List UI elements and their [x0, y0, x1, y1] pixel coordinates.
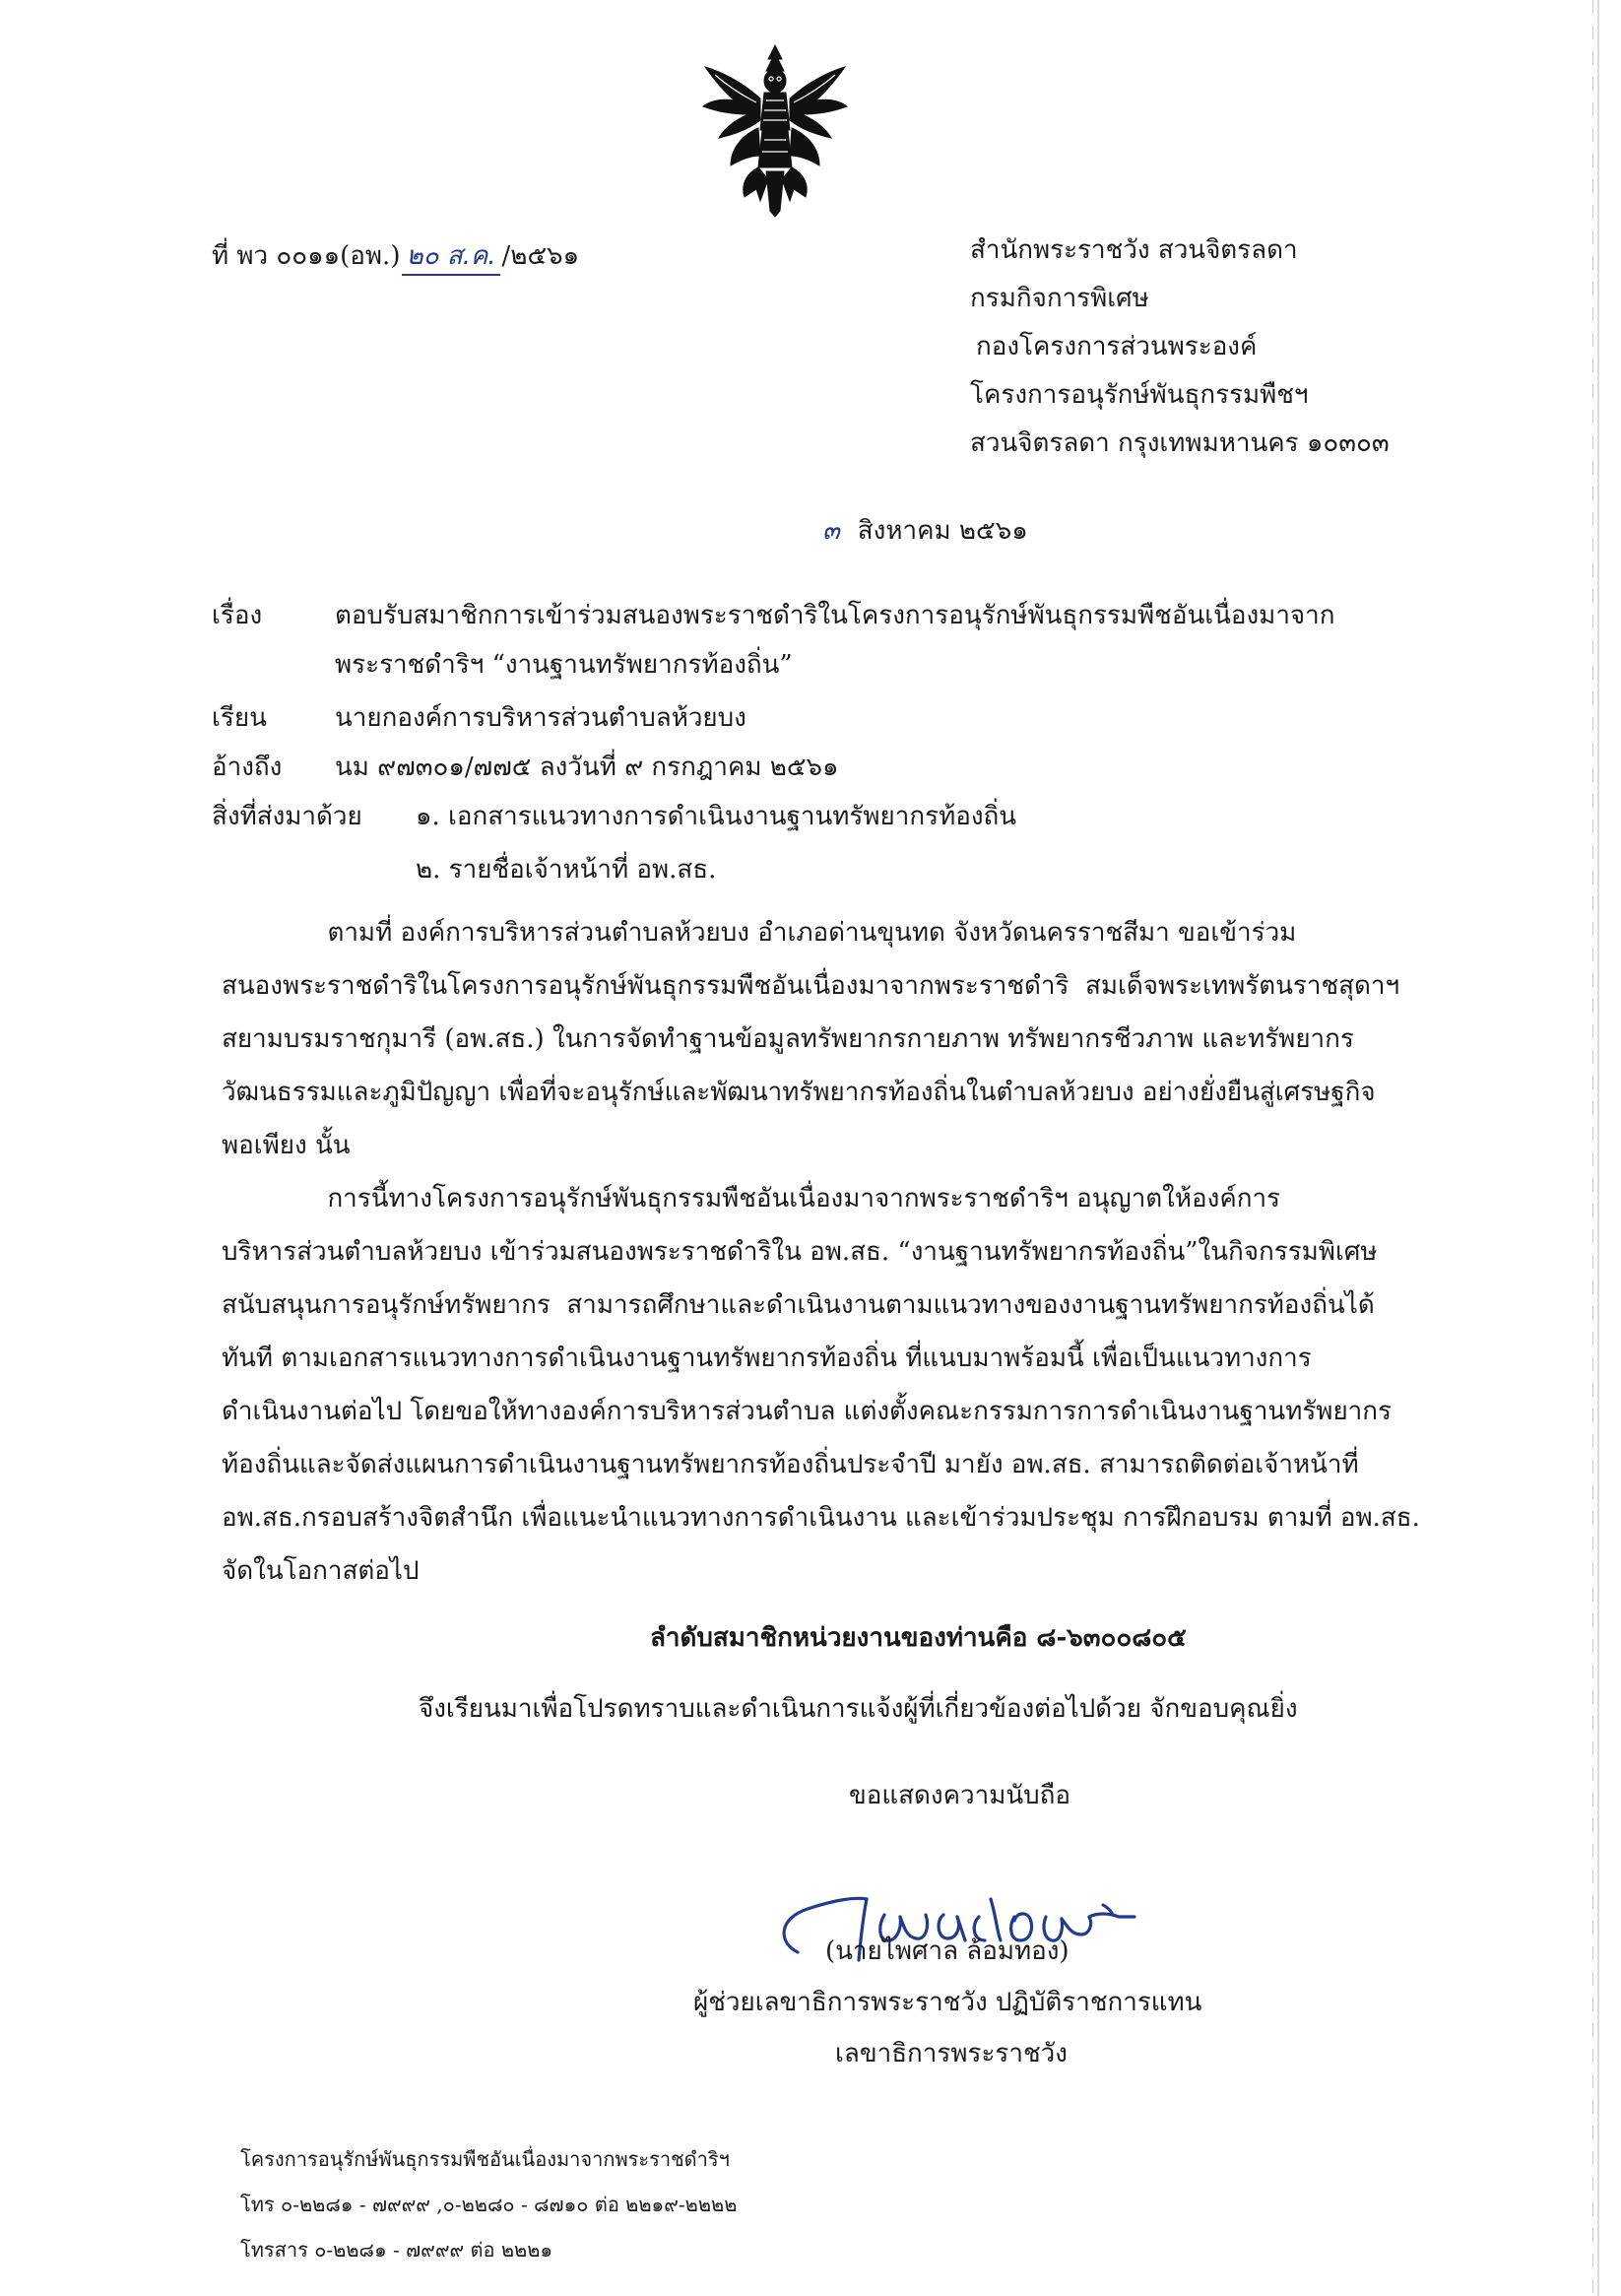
salutation: ขอแสดงความนับถือ: [849, 1781, 1070, 1810]
subject-line-1: ตอบรับสมาชิกการเข้าร่วมสนองพระราชดำริในโครงการอนุรักษ์พันธุกรรมพืชอันเนื่องมาจาก: [335, 601, 1335, 630]
sender-address: [970, 227, 1390, 468]
closing-request: จึงเรียนมาเพื่อโปรดทราบและดำเนินการแจ้งผู้ที่เกี่ยวข้องต่อไปด้วย จักขอบคุณยิ่ง: [419, 1694, 1298, 1724]
page-edge-line: [1597, 0, 1599, 2296]
paragraph-line: ทันที ตามเอกสารแนวทางการดำเนินงานฐานทรัพยากรท้องถิ่น ที่แนบมาพร้อมนี้ เพื่อเป็นแนวทางการ: [222, 1344, 1312, 1373]
address-line: โครงการอนุรักษ์พันธุกรรมพืชฯ: [970, 380, 1309, 410]
reference-prefix: ที่ พว ๐๐๑๑(อพ.): [212, 241, 401, 271]
enclosure-item: ๑. เอกสารแนวทางการดำเนินงานฐานทรัพยากรท้องถิ่น: [416, 802, 1017, 831]
paragraph-line: อพ.สธ.กรอบสร้างจิตสำนึก เพื่อแนะนำแนวทางการดำเนินงาน และเข้าร่วมประชุม การฝึกอบรม ตามที่ อพ.สธ.: [222, 1503, 1420, 1533]
garuda-emblem-icon: [701, 41, 849, 219]
paragraph-line: พอเพียง นั้น: [222, 1131, 351, 1160]
paragraph-line: สนับสนุนการอนุรักษ์ทรัพยากร สามารถศึกษาและดำเนินงานตามแนวทางของงานฐานทรัพยากรท้องถิ่นได้: [222, 1290, 1375, 1320]
paragraph-line: ตามที่ องค์การบริหารส่วนตำบลห้วยบง อำเภอด่านขุนทด จังหวัดนครราชสีมา ขอเข้าร่วม: [222, 918, 1297, 948]
address-line: กรมกิจการพิเศษ: [970, 284, 1149, 313]
paragraph-line: บริหารส่วนตำบลห้วยบง เข้าร่วมสนองพระราชดำริใน อพ.สธ. “งานฐานทรัพยากรท้องถิ่น”ในกิจกรรมพิเศษ: [222, 1237, 1378, 1267]
footer-org: โครงการอนุรักษ์พันธุกรรมพืชอันเนื่องมาจากพระราชดำริฯ: [240, 2147, 730, 2171]
body-paragraph-2: [222, 1172, 1462, 1598]
paragraph-line: ดำเนินงานต่อไป โดยขอให้ทางองค์การบริหารส่วนตำบล แต่งตั้งคณะกรรมการการดำเนินงานฐานทรัพยากร: [222, 1397, 1392, 1426]
paragraph-line: ท้องถิ่นและจัดส่งแผนการดำเนินงานฐานทรัพยากรท้องถิ่นประจำปี มายัง อพ.สธ. สามารถติดต่อเจ้าหน้าที่: [222, 1450, 1359, 1479]
enclosures-label: สิ่งที่ส่งมาด้วย: [212, 802, 362, 831]
reference-suffix: /๒๕๖๑: [501, 241, 580, 271]
reference-number: [212, 238, 579, 276]
address-line: กองโครงการส่วนพระองค์: [976, 332, 1258, 361]
signer-name: (นายไพศาล ล้อมทอง): [825, 1936, 1070, 1966]
to-value: นายกองค์การบริหารส่วนตำบลห้วยบง: [335, 703, 746, 733]
address-line: สำนักพระราชวัง สวนจิตรลดา: [970, 235, 1298, 265]
paragraph-line: สนองพระราชดำริในโครงการอนุรักษ์พันธุกรรมพืชอันเนื่องมาจากพระราชดำริ สมเด็จพระเทพรัตนราชสุดาฯ: [222, 971, 1400, 1001]
handwritten-day: ๓: [822, 516, 840, 546]
signer-position-1: ผู้ช่วยเลขาธิการพระราชวัง ปฏิบัติราชการแทน: [693, 1988, 1202, 2017]
enclosure-item: ๒. รายชื่อเจ้าหน้าที่ อพ.สธ.: [416, 855, 717, 885]
footer-fax: โทรสาร ๐-๒๒๘๑ - ๗๙๙๙ ต่อ ๒๒๒๑: [240, 2238, 553, 2262]
signer-position-2: เลขาธิการพระราชวัง: [835, 2039, 1068, 2068]
subject-line-2: พระราชดำริฯ “งานฐานทรัพยากรท้องถิ่น”: [335, 650, 793, 680]
reference-doc-value: นม ๙๗๓๐๑/๗๗๕ ลงวันที่ ๙ กรกฎาคม ๒๕๖๑: [335, 753, 839, 782]
paragraph-line: วัฒนธรรมและภูมิปัญญา เพื่อที่จะอนุรักษ์และพัฒนาทรัพยากรท้องถิ่นในตำบลห้วยบง อย่างยั่งยืนสู่เศรษฐกิจ: [222, 1078, 1376, 1107]
paragraph-line: จัดในโอกาสต่อไป: [222, 1556, 420, 1586]
to-label: เรียน: [212, 703, 267, 733]
date-month-year: สิงหาคม ๒๕๖๑: [857, 516, 1028, 546]
handwritten-reference-date: ๒๐ ส.ค.: [402, 238, 499, 276]
reference-doc-label: อ้างถึง: [212, 753, 283, 782]
footer-phone: โทร ๐-๒๒๘๑ - ๗๙๙๙ ,๐-๒๒๘๐ - ๘๗๑๐ ต่อ ๒๒๑๙-๒๒๒๒: [240, 2193, 738, 2216]
member-number: ลำดับสมาชิกหน่วยงานของท่านคือ ๘-๖๓๐๐๘๐๕: [650, 1623, 1187, 1653]
letter-date: [822, 510, 1028, 551]
paragraph-line: การนี้ทางโครงการอนุรักษ์พันธุกรรมพืชอันเนื่องมาจากพระราชดำริฯ อนุญาตให้องค์การ: [222, 1184, 1281, 1214]
page-edge-dashed-line: [1592, 0, 1593, 2296]
paragraph-line: สยามบรมราชกุมารี (อพ.สธ.) ในการจัดทำฐานข้อมูลทรัพยากรกายภาพ ทรัพยากรชีวภาพ และทรัพยากร: [222, 1024, 1354, 1054]
subject-label: เรื่อง: [212, 601, 263, 630]
address-line: สวนจิตรลดา กรุงเทพมหานคร ๑๐๓๐๓: [970, 428, 1390, 458]
body-paragraph-1: [222, 906, 1462, 1172]
